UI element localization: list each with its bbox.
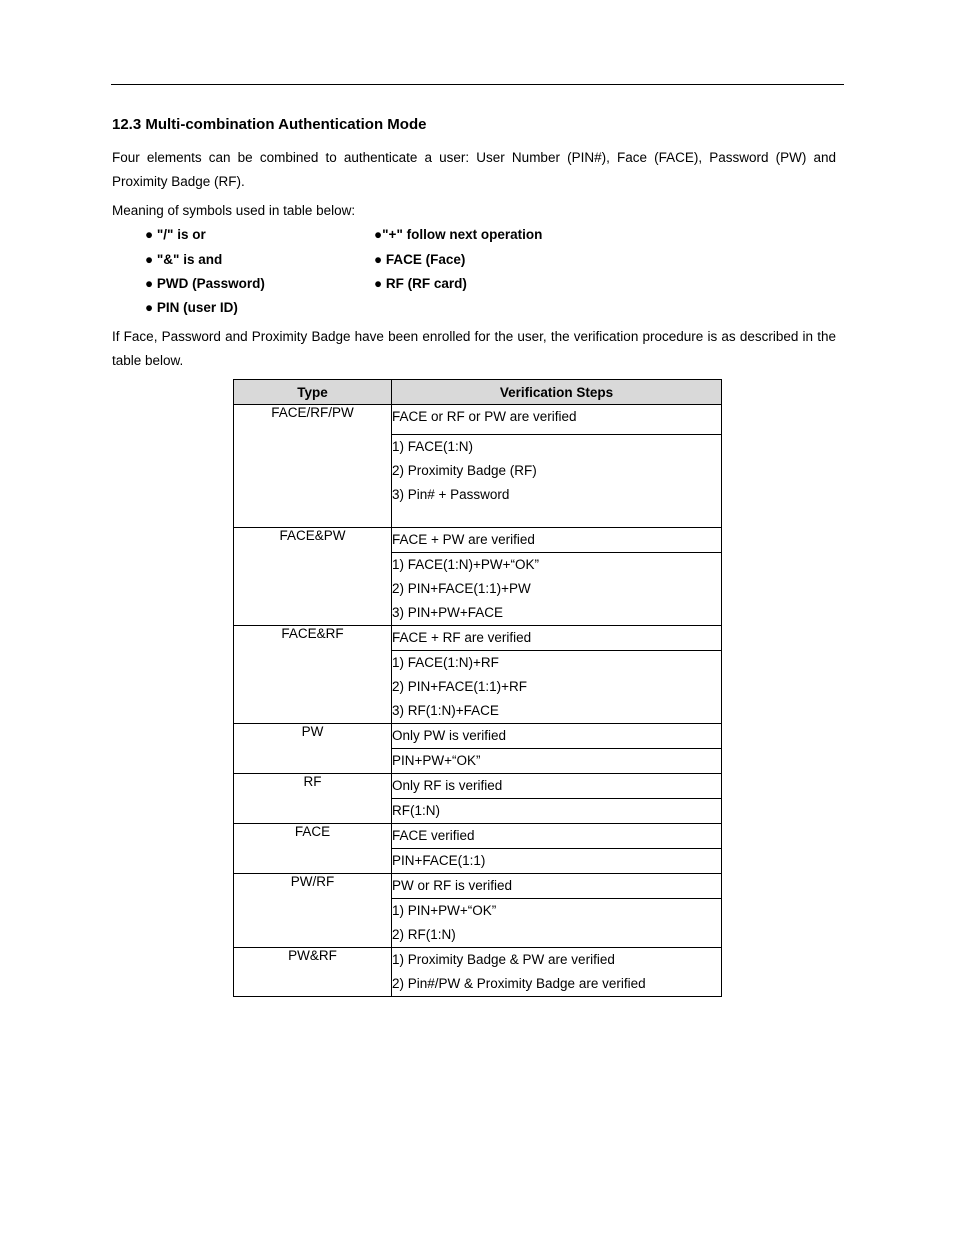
- symbols-intro: Meaning of symbols used in table below:: [112, 203, 356, 218]
- table-row: [234, 824, 722, 849]
- steps-cell: [392, 435, 722, 528]
- step-line: PIN+FACE(1:1): [392, 853, 486, 868]
- header-verification-steps: Verification Steps: [392, 380, 722, 405]
- summary-cell: [392, 724, 722, 749]
- summary-text: PW or RF is verified: [392, 878, 513, 893]
- step-line: 3) PIN+PW+FACE: [392, 605, 504, 620]
- steps-cell: [392, 948, 722, 997]
- steps-cell: [392, 651, 722, 724]
- type-cell: PW&RF: [234, 948, 392, 997]
- verification-table: [233, 379, 722, 997]
- symbol-follow-next: ●"+" follow next operation: [374, 227, 543, 242]
- steps-cell: [392, 553, 722, 626]
- table-row: [234, 528, 722, 553]
- procedure-paragraph: If Face, Password and Proximity Badge have been enrolled for the user, the verification procedure is as described in the table below.: [112, 329, 836, 368]
- summary-cell: [392, 824, 722, 849]
- steps-cell: [392, 899, 722, 948]
- symbol-face: ● FACE (Face): [374, 252, 466, 267]
- summary-text: Only RF is verified: [392, 778, 503, 793]
- step-line: 1) PIN+PW+“OK”: [392, 903, 497, 918]
- symbol-rf: ● RF (RF card): [374, 276, 467, 291]
- step-line: 2) Proximity Badge (RF): [392, 463, 537, 478]
- type-cell: FACE&PW: [234, 528, 392, 626]
- summary-cell: [392, 405, 722, 435]
- type-cell: FACE&RF: [234, 626, 392, 724]
- summary-cell: [392, 874, 722, 899]
- section-heading: 12.3 Multi-combination Authentication Mode: [112, 116, 427, 133]
- symbol-pwd: ● PWD (Password): [145, 276, 265, 291]
- table-row: [234, 724, 722, 749]
- type-cell: FACE: [234, 824, 392, 874]
- type-cell: FACE/RF/PW: [234, 405, 392, 528]
- summary-text: FACE + PW are verified: [392, 532, 535, 547]
- summary-cell: [392, 528, 722, 553]
- symbol-or: ● "/" is or: [145, 227, 206, 242]
- symbol-and: ● "&" is and: [145, 252, 223, 267]
- step-line: 1) FACE(1:N): [392, 439, 474, 454]
- table-row: [234, 405, 722, 435]
- table-row: [234, 774, 722, 799]
- summary-text: Only PW is verified: [392, 728, 507, 743]
- summary-text: FACE verified: [392, 828, 475, 843]
- table-row: [234, 948, 722, 997]
- step-line: PIN+PW+“OK”: [392, 753, 481, 768]
- table-row: [234, 874, 722, 899]
- type-cell: RF: [234, 774, 392, 824]
- step-line: RF(1:N): [392, 803, 440, 818]
- step-line: 2) RF(1:N): [392, 927, 456, 942]
- step-line: 3) RF(1:N)+FACE: [392, 703, 499, 718]
- summary-text: FACE or RF or PW are verified: [392, 409, 577, 424]
- step-line: 1) FACE(1:N)+RF: [392, 655, 499, 670]
- table-row: [234, 626, 722, 651]
- table-header-row: [234, 380, 722, 405]
- step-line: 1) Proximity Badge & PW are verified: [392, 952, 615, 967]
- step-line: 1) FACE(1:N)+PW+“OK”: [392, 557, 540, 572]
- step-line: 2) PIN+FACE(1:1)+PW: [392, 581, 531, 596]
- symbol-pin: ● PIN (user ID): [145, 300, 238, 315]
- steps-cell: [392, 749, 722, 774]
- intro-paragraph: Four elements can be combined to authenticate a user: User Number (PIN#), Face (FACE), Password (PW) and Proximity Badge (RF).: [112, 150, 836, 189]
- summary-cell: [392, 774, 722, 799]
- type-cell: PW: [234, 724, 392, 774]
- summary-text: FACE + RF are verified: [392, 630, 532, 645]
- steps-cell: [392, 799, 722, 824]
- step-line: 2) PIN+FACE(1:1)+RF: [392, 679, 528, 694]
- steps-cell: [392, 849, 722, 874]
- type-cell: PW/RF: [234, 874, 392, 948]
- header-type: Type: [234, 380, 392, 405]
- step-line: 2) Pin#/PW & Proximity Badge are verified: [392, 976, 646, 991]
- step-line: 3) Pin# + Password: [392, 487, 510, 502]
- summary-cell: [392, 626, 722, 651]
- header-rule: [111, 84, 844, 85]
